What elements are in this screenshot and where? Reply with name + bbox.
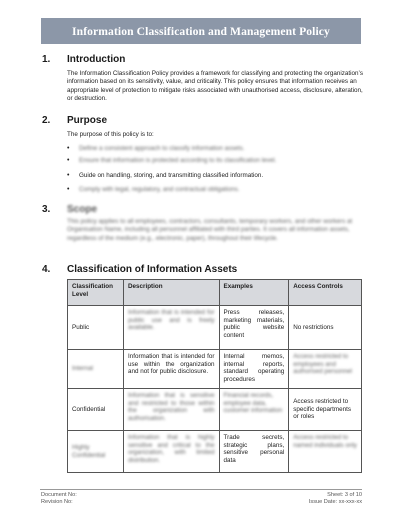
- bullet-icon: •: [67, 186, 70, 193]
- list-item: [67, 157, 276, 165]
- section-3-number: 3.: [42, 204, 51, 215]
- column-header: Description: [123, 280, 219, 306]
- page-title: Information Classification and Management Policy: [41, 18, 361, 44]
- sheet-number: Sheet: 3 of 10: [327, 492, 362, 498]
- table-row: [68, 350, 362, 389]
- level-cell: Internal: [68, 350, 124, 389]
- examples-cell: Internal memos, internal reports, standard operating procedures: [219, 350, 289, 389]
- examples-cell: Trade secrets, strategic plans, sensitive personal data: [219, 431, 289, 473]
- issue-date: Issue Date: xx-xxx-xx: [308, 499, 362, 505]
- column-header: Examples: [219, 280, 289, 306]
- column-header: Access Controls: [289, 280, 362, 306]
- table-header-row: [68, 280, 362, 306]
- section-2-number: 2.: [42, 115, 51, 126]
- document-number: Document No:: [41, 492, 77, 498]
- list-item-text: Ensure that information is protected according to its classification level.: [79, 157, 277, 164]
- table-row: [68, 306, 362, 350]
- list-item: [67, 172, 263, 180]
- section-3-text: This policy applies to all employees, contractors, consultants, temporary workers, and other workers at Organisation Name, including all personnel affiliated with third parties. It covers all information assets, regardless of the medium (e.g., electronic, paper), throughout their lifecycle.: [67, 218, 353, 242]
- table-row: [68, 389, 362, 431]
- list-item: [67, 186, 240, 194]
- footer-divider: [40, 489, 362, 490]
- revision-number: Revision No:: [41, 499, 73, 505]
- section-1-number: 1.: [42, 54, 51, 65]
- section-1-text: The Information Classification Policy provides a framework for classifying and protecting the organization’s information based on its sensitivity, value, and criticality. This policy ensures that information receives an appropriate level of protection to mitigate risks associated with unauthorised access, disclosure, alteration, or destruction.: [67, 70, 363, 103]
- description-cell: Information that is sensitive and restricted to those within the organization with authorisation.: [123, 389, 219, 431]
- bullet-icon: •: [67, 172, 70, 179]
- description-cell: Information that is intended for public use and is freely available.: [123, 306, 219, 350]
- level-cell: Highly Confidential: [68, 431, 124, 473]
- examples-cell: Press releases, marketing materials, public website content: [219, 306, 289, 350]
- level-cell: Public: [68, 306, 124, 350]
- access-cell: No restrictions: [289, 306, 362, 350]
- description-cell: Information that is intended for use within the organization and not for public disclosure.: [123, 350, 219, 389]
- list-item-text: Comply with legal, regulatory, and contractual obligations.: [79, 186, 240, 193]
- list-item-text: Define a consistent approach to classify information assets.: [79, 145, 245, 152]
- section-4-heading: Classification of Information Assets: [67, 264, 238, 275]
- section-2-text: The purpose of this policy is to:: [67, 131, 154, 138]
- bullet-icon: •: [67, 145, 70, 152]
- section-1-heading: Introduction: [67, 54, 126, 65]
- section-2-heading: Purpose: [67, 115, 108, 126]
- access-cell: Access restricted to named individuals only: [289, 431, 362, 473]
- description-cell: Information that is highly sensitive and critical to the organization, with limited distribution.: [123, 431, 219, 473]
- section-4-number: 4.: [42, 264, 51, 275]
- column-header: Classification Level: [68, 280, 124, 306]
- access-cell: Access restricted to specific departments or roles: [289, 389, 362, 431]
- examples-cell: Financial records, employee data, customer information: [219, 389, 289, 431]
- list-item: [67, 145, 245, 153]
- list-item-text: Guide on handling, storing, and transmitting classified information.: [79, 172, 264, 179]
- classification-table: [67, 279, 362, 473]
- section-3-heading: Scope: [67, 204, 98, 215]
- bullet-icon: •: [67, 157, 70, 164]
- table-row: [68, 431, 362, 473]
- access-cell: Access restricted to employees and authorised personnel: [289, 350, 362, 389]
- level-cell: Confidential: [68, 389, 124, 431]
